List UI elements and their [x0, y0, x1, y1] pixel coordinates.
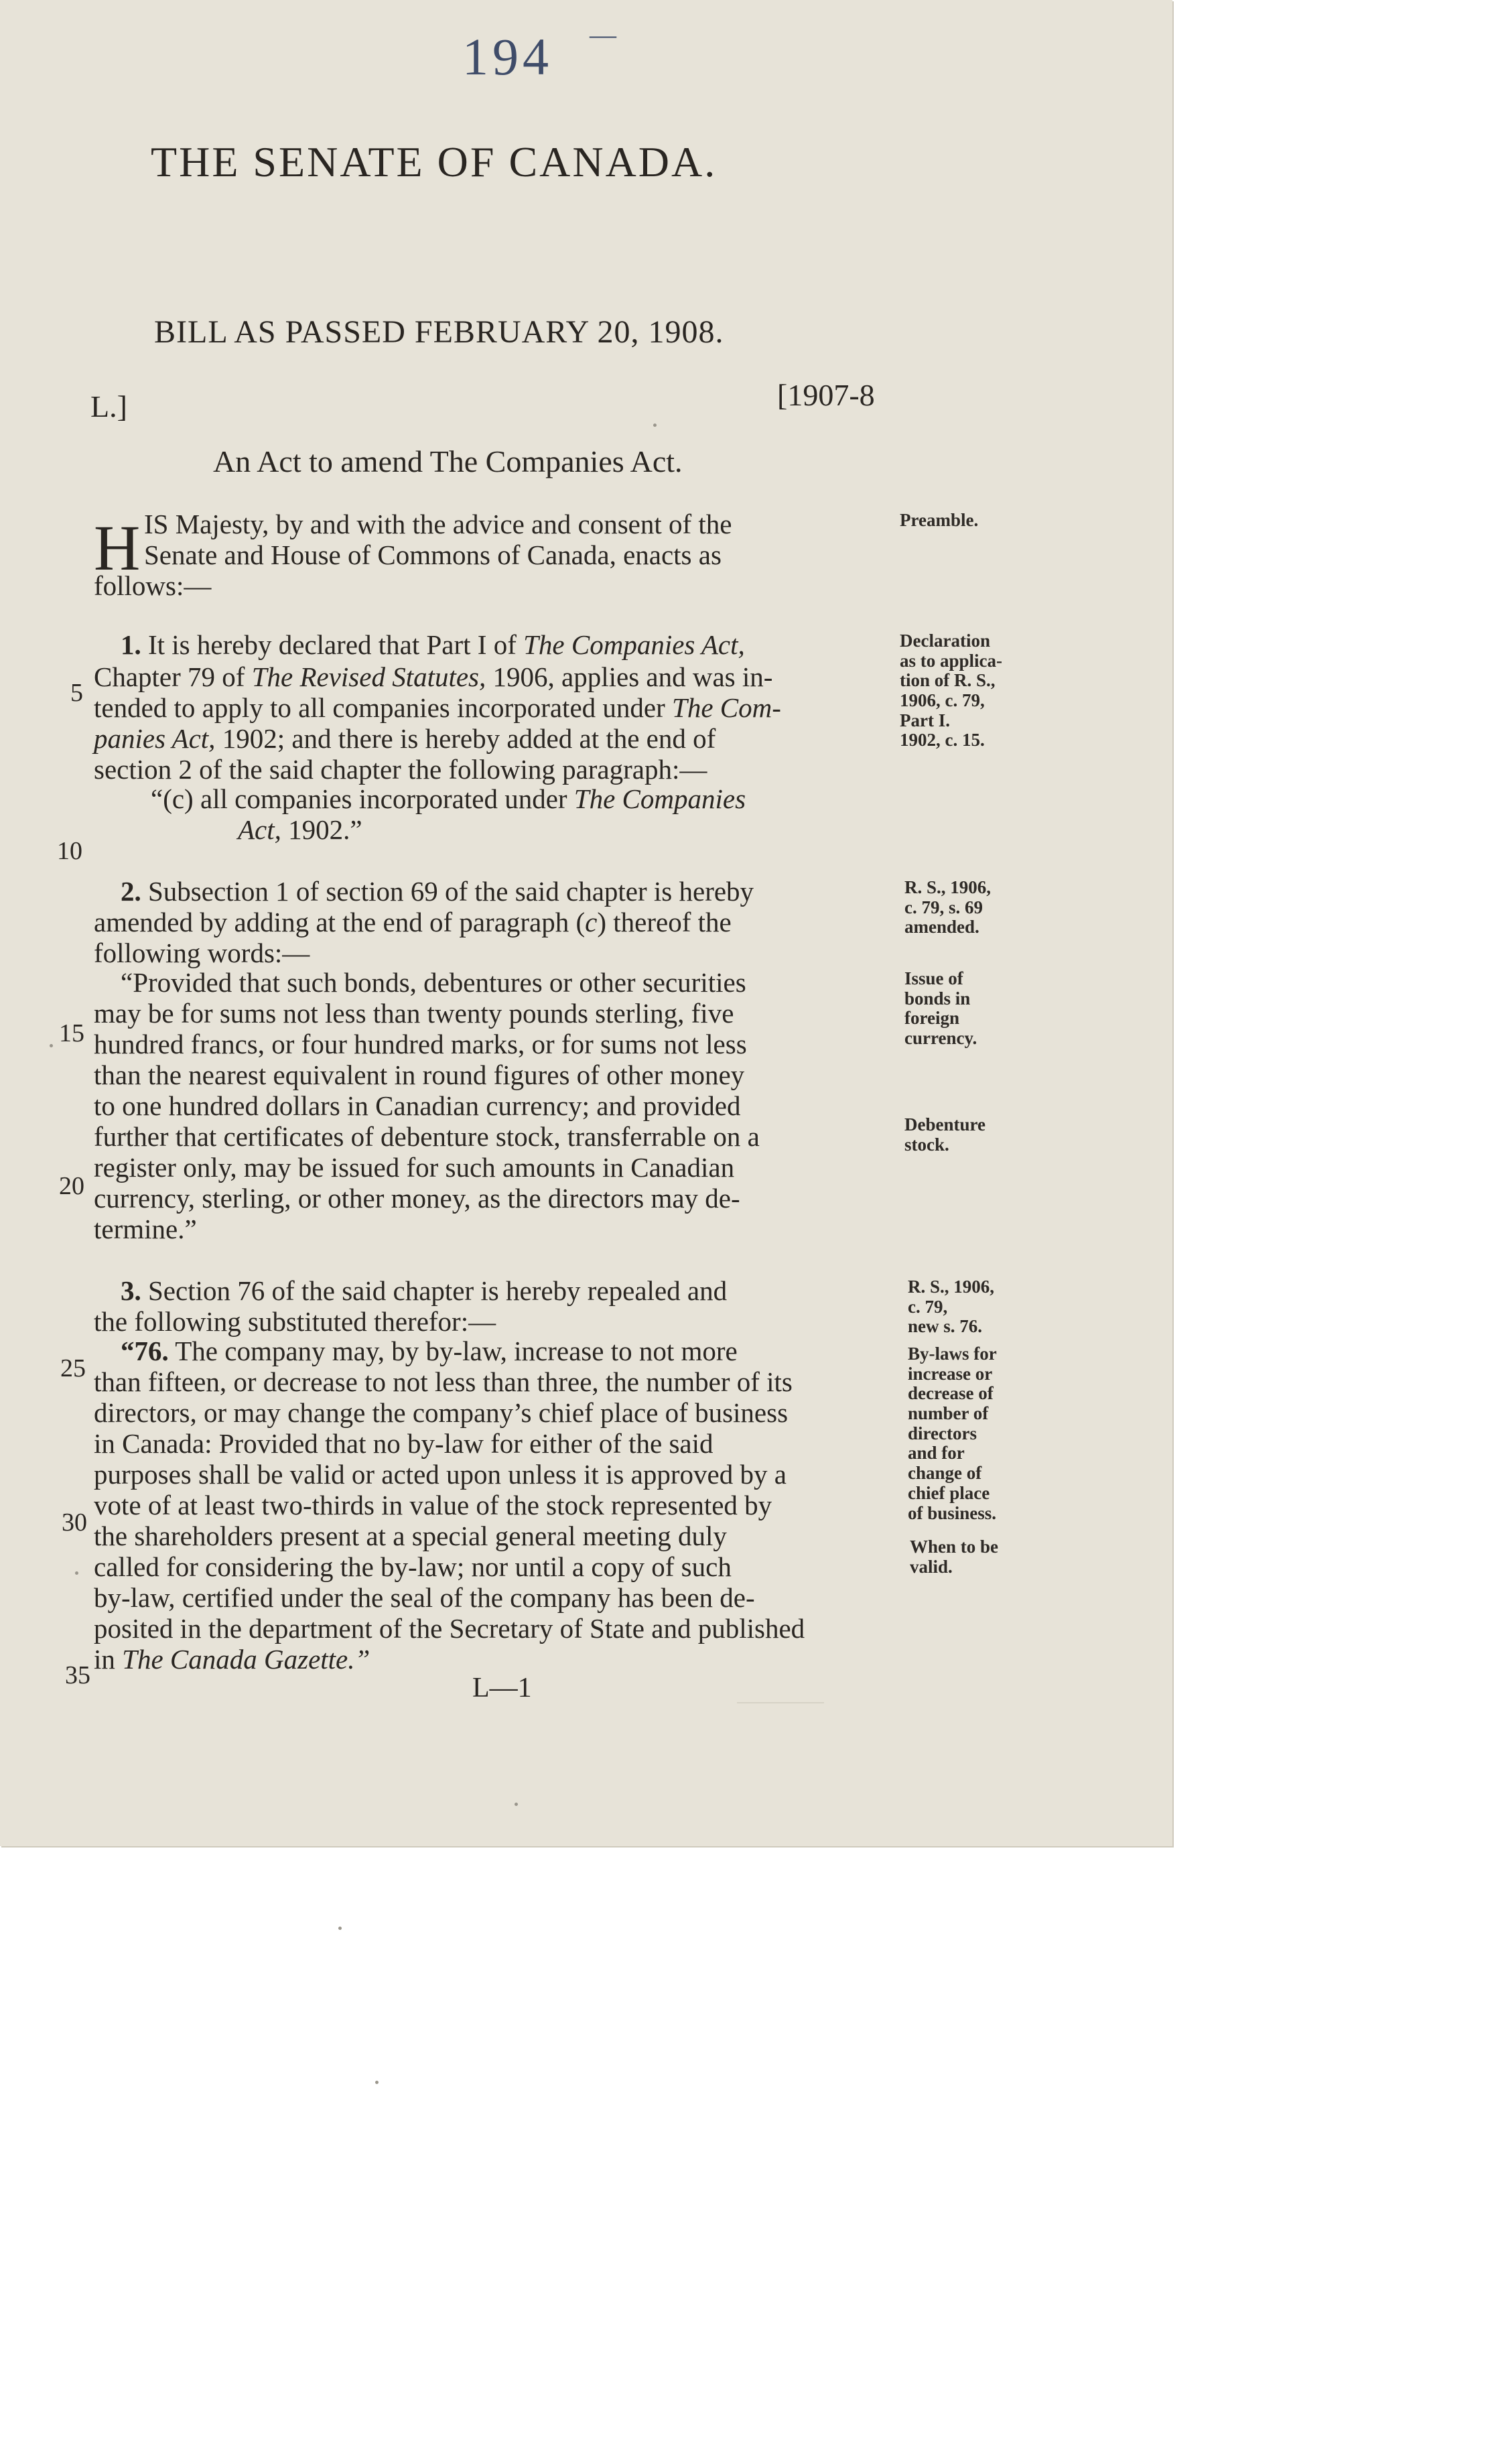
- line-number: 10: [57, 837, 82, 865]
- section-3-line: the shareholders present at a special general meeting duly: [94, 1520, 727, 1551]
- scan-speck: [75, 1571, 78, 1575]
- section-3-line: in The Canada Gazette.”: [94, 1644, 370, 1675]
- preamble-line: follows:—: [94, 570, 212, 601]
- scan-speck: [515, 1803, 518, 1806]
- section-3-line: directors, or may change the company’s chief place of business: [94, 1397, 789, 1428]
- line-number: 35: [65, 1661, 90, 1689]
- section-2-line: may be for sums not less than twenty pounds sterling, five: [94, 998, 734, 1029]
- section-3-line: 3. Section 76 of the said chapter is hereby repealed and: [121, 1275, 728, 1306]
- section-3-line: by-law, certified under the seal of the company has been de-: [94, 1582, 755, 1613]
- margin-note-debenture-stock: Debenture stock.: [904, 1114, 986, 1155]
- session-year: [1907-8: [777, 378, 875, 412]
- section-3-line: purposes shall be valid or acted upon unless it is approved by a: [94, 1459, 787, 1490]
- section-2-line: currency, sterling, or other money, as the directors may de-: [94, 1183, 740, 1214]
- line-number: 25: [60, 1354, 86, 1382]
- section-1-line: Chapter 79 of The Revised Statutes, 1906, applies and was in-: [94, 661, 773, 692]
- section-3-line: “76. The company may, by by-law, increase to not more: [121, 1336, 738, 1366]
- page-footer-code: L—1: [472, 1673, 532, 1703]
- line-number: 30: [62, 1508, 87, 1537]
- section-1-line: panies Act, 1902; and there is hereby added at the end of: [94, 723, 716, 754]
- section-1-paragraph-c: Act, 1902.”: [238, 814, 362, 845]
- bill-passed-date: BILL AS PASSED FEBRUARY 20, 1908.: [154, 314, 724, 350]
- line-number: 15: [59, 1019, 84, 1047]
- section-3-line: than fifteen, or decrease to not less than three, the number of its: [94, 1366, 793, 1397]
- margin-note-preamble: Preamble.: [900, 510, 979, 530]
- line-number: 5: [70, 679, 83, 707]
- section-2-line: termine.”: [94, 1214, 197, 1244]
- section-3-line: in Canada: Provided that no by-law for either of the said: [94, 1428, 714, 1459]
- bill-code: L.]: [90, 389, 127, 424]
- section-1-line: 1. It is hereby declared that Part I of The Companies Act,: [121, 629, 745, 660]
- preamble-line: IS Majesty, by and with the advice and consent of the: [144, 509, 732, 539]
- margin-note-by-laws: By-laws for increase or decrease of number of directors and for change of chief place of business.: [908, 1344, 997, 1523]
- scan-speck: [338, 1927, 342, 1930]
- section-2-line: “Provided that such bonds, debentures or other securities: [121, 967, 746, 998]
- section-3-line: called for considering the by-law; nor until a copy of such: [94, 1551, 732, 1582]
- act-title: An Act to amend The Companies Act.: [213, 444, 683, 478]
- handwritten-page-number: 194: [462, 27, 553, 86]
- scan-speck: [653, 424, 657, 427]
- section-2-line: further that certificates of debenture stock, transferrable on a: [94, 1121, 760, 1152]
- handwritten-mark: —: [590, 19, 616, 50]
- section-2-line: 2. Subsection 1 of section 69 of the said chapter is hereby: [121, 876, 754, 907]
- margin-note-declaration: Declaration as to applica- tion of R. S., 1906, c. 79, Part I. 1902, c. 15.: [900, 631, 1003, 751]
- section-1-line: tended to apply to all companies incorporated under The Com-: [94, 692, 781, 723]
- section-2-line: to one hundred dollars in Canadian currency; and provided: [94, 1090, 741, 1121]
- margin-note-rs-76: R. S., 1906, c. 79, new s. 76.: [908, 1277, 995, 1337]
- margin-note-foreign-currency: Issue of bonds in foreign currency.: [904, 968, 977, 1049]
- line-number: 20: [59, 1172, 84, 1200]
- section-3-line: vote of at least two-thirds in value of the stock represented by: [94, 1490, 772, 1520]
- section-2-line: amended by adding at the end of paragraph (c) thereof the: [94, 907, 732, 937]
- section-2-line: hundred francs, or four hundred marks, or for sums not less: [94, 1029, 747, 1059]
- margin-note-when-valid: When to be valid.: [910, 1537, 999, 1577]
- section-1-paragraph-c: “(c) all companies incorporated under The Companies: [151, 783, 746, 814]
- drop-cap: H: [94, 512, 141, 584]
- scan-speck: [375, 2081, 379, 2084]
- section-3-line: the following substituted therefor:—: [94, 1306, 496, 1337]
- section-1-line: section 2 of the said chapter the following paragraph:—: [94, 754, 707, 785]
- scan-speck: [50, 1044, 53, 1047]
- section-2-line: following words:—: [94, 937, 310, 968]
- preamble-line: Senate and House of Commons of Canada, enacts as: [144, 539, 722, 570]
- section-3-line: posited in the department of the Secretary of State and published: [94, 1613, 805, 1644]
- section-2-line: register only, may be issued for such amounts in Canadian: [94, 1152, 735, 1183]
- page-heading: THE SENATE OF CANADA.: [151, 138, 718, 186]
- margin-note-rs-69: R. S., 1906, c. 79, s. 69 amended.: [904, 877, 992, 937]
- section-2-line: than the nearest equivalent in round figures of other money: [94, 1059, 745, 1090]
- scan-streak: [737, 1702, 824, 1703]
